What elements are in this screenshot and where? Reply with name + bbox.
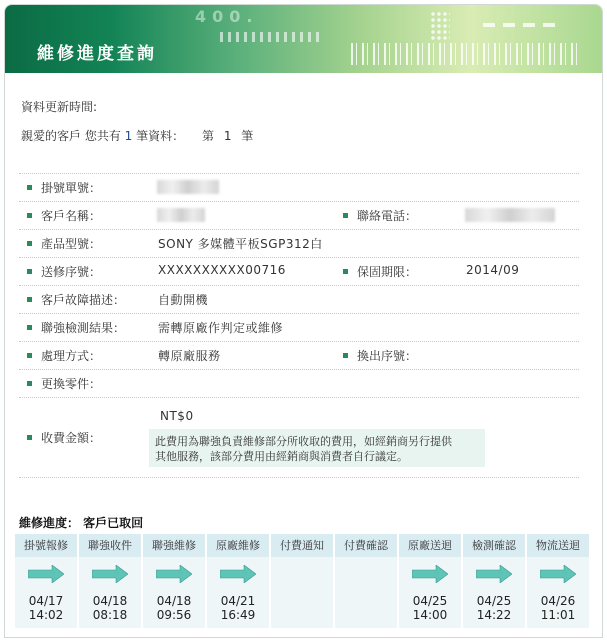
- handling-label: 處理方式：: [27, 347, 101, 364]
- progress-step-time: 16:49: [220, 608, 256, 622]
- progress-step-body: [143, 557, 206, 628]
- row-divider: [19, 257, 579, 258]
- bullet-icon: [27, 185, 32, 190]
- page-prefix: 第: [201, 129, 214, 143]
- progress-step: [143, 534, 205, 628]
- progress-step: [207, 534, 269, 628]
- banner-dot-grid: [430, 11, 450, 41]
- progress-step-body: [271, 557, 334, 628]
- bullet-icon: [27, 325, 32, 330]
- progress-title: 維修進度： 客戶已取回: [19, 516, 144, 530]
- progress-step-time: 09:56: [156, 608, 192, 622]
- page-title: 維修進度查詢: [37, 44, 157, 64]
- progress-step-date: 04/26: [540, 594, 576, 608]
- progress-step-label: 付費通知: [271, 534, 334, 557]
- progress-step: [335, 534, 397, 628]
- arrow-right-icon: [412, 565, 448, 583]
- record-count: 1: [124, 129, 133, 143]
- progress-step-body: [207, 557, 270, 628]
- row-divider: [19, 341, 579, 342]
- arrow-right-icon: [540, 565, 576, 583]
- record-count-line: [21, 127, 253, 144]
- bullet-icon: [27, 297, 32, 302]
- bullet-icon: [27, 269, 32, 274]
- progress-step-label: 掛號報修: [15, 534, 78, 557]
- banner-barcode-stripes: [351, 43, 581, 65]
- arrow-right-icon: [220, 565, 256, 583]
- progress-step-time: 14:22: [476, 608, 512, 622]
- ticket-number-redacted: [157, 180, 219, 194]
- row-divider: [19, 173, 579, 174]
- progress-step-time: 08:18: [92, 608, 128, 622]
- progress-step-label: 原廠維修: [207, 534, 270, 557]
- serial-label: 送修序號：: [27, 263, 101, 280]
- header-banner: [5, 5, 602, 73]
- progress-step-time: 11:01: [540, 608, 576, 622]
- arrow-right-icon: [92, 565, 128, 583]
- row-divider: [19, 229, 579, 230]
- model-label: 產品型號：: [27, 235, 101, 252]
- warranty-value: 2014/09: [466, 263, 520, 277]
- page-number: 1: [223, 129, 232, 143]
- bullet-icon: [27, 435, 32, 440]
- fault-value: 自動開機: [158, 293, 209, 307]
- progress-step-label: 聯強收件: [79, 534, 142, 557]
- progress-step-date: 04/18: [156, 594, 192, 608]
- progress-step: [527, 534, 589, 628]
- greet-prefix: 親愛的客戶 您共有: [21, 129, 121, 143]
- banner-dashes: [483, 23, 563, 27]
- swap-serial-label: 換出序號：: [343, 347, 417, 364]
- progress-step-body: [15, 557, 78, 628]
- progress-step-body: [527, 557, 590, 628]
- bullet-icon: [343, 353, 348, 358]
- fee-note: [149, 429, 485, 467]
- greet-mid: 筆資料：: [136, 129, 185, 143]
- progress-step-date: 04/17: [28, 594, 64, 608]
- update-time-label: 資料更新時間:: [21, 100, 98, 114]
- progress-step-time: 14:00: [412, 608, 448, 622]
- progress-step-label: 物流送迴: [527, 534, 590, 557]
- bullet-icon: [27, 381, 32, 386]
- fault-label: 客戶故障描述：: [27, 291, 125, 308]
- fee-value: NT$0: [160, 409, 194, 423]
- bullet-icon: [343, 213, 348, 218]
- row-divider: [19, 397, 579, 398]
- bullet-icon: [27, 353, 32, 358]
- page-suffix: 筆: [241, 129, 254, 143]
- progress-step: [399, 534, 461, 628]
- parts-label: 更換零件：: [27, 375, 101, 392]
- serial-value: XXXXXXXXXX00716: [158, 263, 286, 277]
- model-value: SONY 多媒體平板SGP312白: [158, 237, 323, 251]
- bullet-icon: [27, 213, 32, 218]
- progress-step-label: 聯強維修: [143, 534, 206, 557]
- customer-name-label: 客戶名稱：: [27, 207, 101, 224]
- bullet-icon: [343, 269, 348, 274]
- banner-dots: [220, 32, 320, 42]
- progress-step-label: 原廠送迴: [399, 534, 462, 557]
- progress-step-date: 04/25: [476, 594, 512, 608]
- progress-step: [271, 534, 333, 628]
- arrow-right-icon: [156, 565, 192, 583]
- fee-note-line-2: 其他服務，該部分費用由經銷商與消費者自行議定。: [155, 450, 408, 463]
- inspection-label: 聯強檢測結果：: [27, 319, 125, 336]
- progress-step: [15, 534, 77, 628]
- bullet-icon: [27, 241, 32, 246]
- progress-step: [463, 534, 525, 628]
- progress-step-label: 檢測確認: [463, 534, 526, 557]
- handling-value: 轉原廠服務: [158, 349, 221, 363]
- progress-step-time: 14:02: [28, 608, 64, 622]
- progress-step-date: 04/21: [220, 594, 256, 608]
- progress-step-body: [463, 557, 526, 628]
- row-divider: [19, 201, 579, 202]
- customer-name-redacted: [157, 208, 205, 222]
- row-divider: [19, 477, 579, 478]
- arrow-right-icon: [28, 565, 64, 583]
- inspection-value: 需轉原廠作判定或維修: [158, 321, 284, 335]
- progress-step-body: [335, 557, 398, 628]
- progress-step-date: 04/25: [412, 594, 448, 608]
- progress-step-date: 04/18: [92, 594, 128, 608]
- fee-note-line-1: 此費用為聯強負責維修部分所收取的費用，如經銷商另行提供: [155, 435, 452, 448]
- warranty-label: 保固期限：: [343, 263, 417, 280]
- progress-step-label: 付費確認: [335, 534, 398, 557]
- progress-step-body: [79, 557, 142, 628]
- progress-step-body: [399, 557, 462, 628]
- row-divider: [19, 313, 579, 314]
- ticket-number-label: 掛號單號：: [27, 179, 101, 196]
- arrow-right-icon: [476, 565, 512, 583]
- row-divider: [19, 369, 579, 370]
- banner-decoration: 400.: [195, 7, 259, 26]
- row-divider: [19, 285, 579, 286]
- fee-label: 收費金額：: [27, 429, 101, 446]
- progress-table: [15, 534, 586, 628]
- phone-redacted: [465, 208, 555, 222]
- progress-step: [79, 534, 141, 628]
- phone-label: 聯絡電話：: [343, 207, 417, 224]
